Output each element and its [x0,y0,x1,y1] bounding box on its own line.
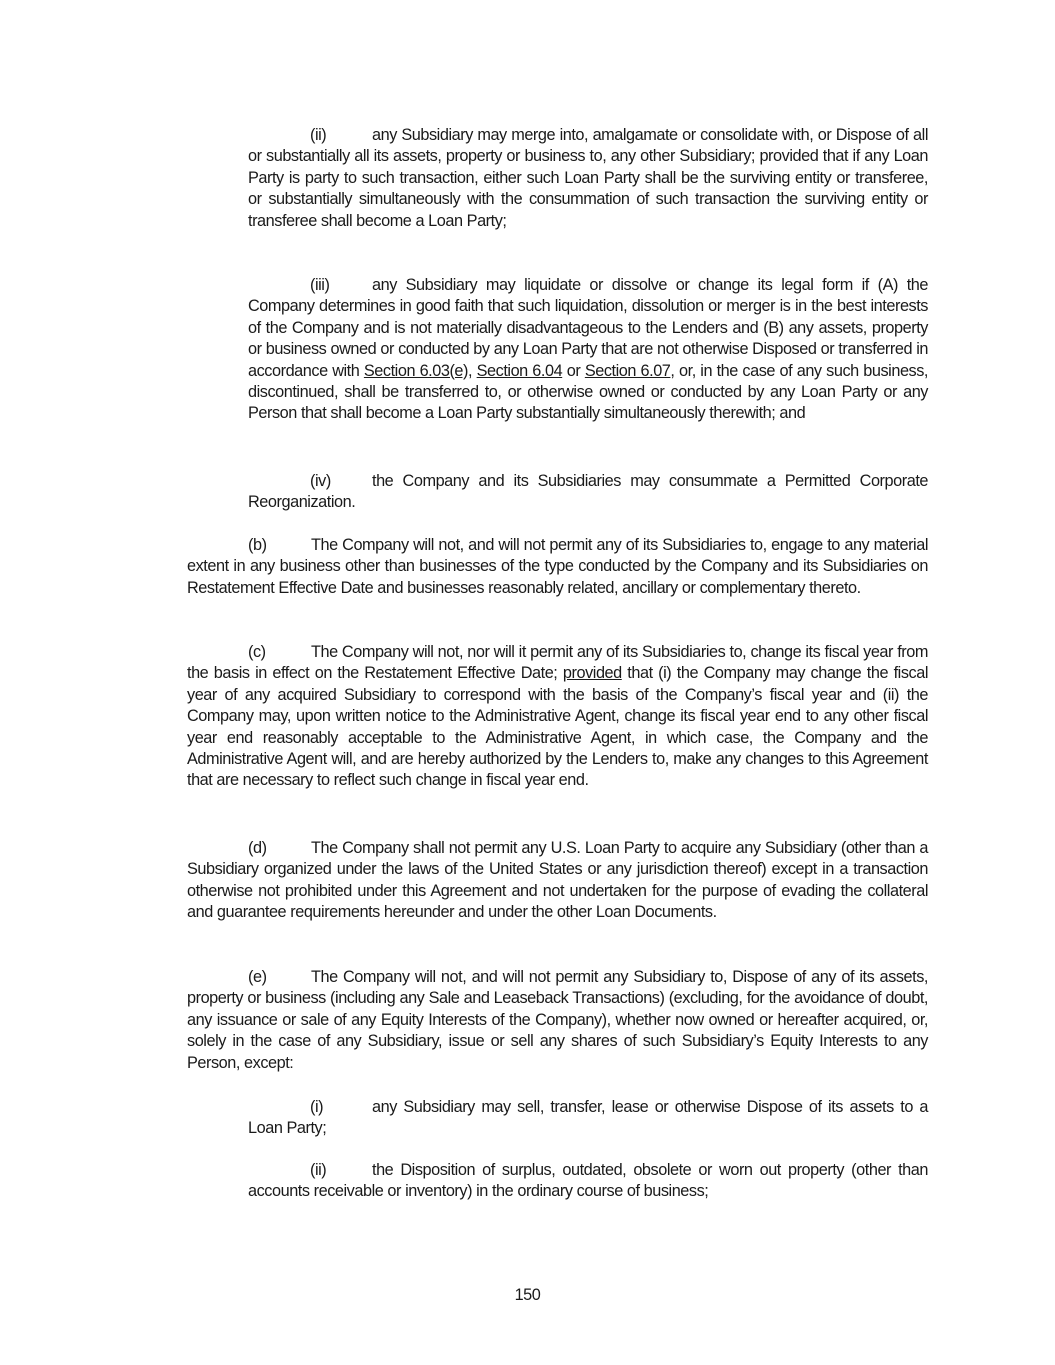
clause-label: (i) [310,1098,324,1116]
section-label: (b) [248,536,267,554]
section-label: (c) [248,643,266,661]
section-reference-6-04: Section 6.04 [476,361,563,380]
clause-ii-surplus [248,1160,928,1203]
section-text-continued: that (i) the Company may change the fiscal year of any acquired Subsidiary to correspond with the basis of the Company’s fiscal year and (ii) the Company may, upon written notice to the Administrative Agent, change its fiscal year end to any other fiscal year end reasonably acceptable to the Administrative Agent, in which case, the Company and the Administrative Agent will, and are hereby authorized by the Lenders to, make any changes to this Agreement that are necessary to reflect such change in fiscal year end. [187,664,928,790]
section-label: (d) [248,839,267,857]
provided-term: provided [562,664,622,683]
section-c-fiscal-year [187,642,928,792]
clause-label: (iv) [310,472,331,490]
page-number: 150 [514,1286,541,1304]
section-text: The Company will not, and will not permit any Subsidiary to, Dispose of any of its assets, property or business (including any Sale and Leaseback Transactions) (excluding, for the avoidance of doubt, any issuance or sale of any Equity Interests of the Company), whether now owned or hereafter acquired, or, solely in the case of any Subsidiary, issue or sell any shares of such Subsidiary’s Equity Interests to any Person, except: [187,968,928,1072]
section-text: The Company will not, nor will it permit any of its Subsidiaries to, change its fiscal year from the basis in effect on the Restatement Effective Date; [187,643,928,683]
clause-text: the Company and its Subsidiaries may consummate a Permitted Corporate Reorganization. [248,472,928,512]
section-e-dispositions [187,967,928,1074]
clause-text: the Disposition of surplus, outdated, obsolete or worn out property (other than accounts receivable or inventory) in the ordinary course of business; [248,1161,928,1201]
clause-text-continued: , or, in the case of any such business, discontinued, shall be transferred to, or otherwise owned or conducted by any Loan Party or any Person that shall become a Loan Party substantially simultaneously therewith; and [248,361,928,423]
clause-iii-liquidation [248,275,928,425]
clause-ii-merger [248,125,928,232]
clause-text: any Subsidiary may sell, transfer, lease or otherwise Dispose of its assets to a Loan Party; [248,1098,928,1138]
separator: , [468,361,477,380]
clause-label: (iii) [310,276,330,294]
clause-text: any Subsidiary may liquidate or dissolve or change its legal form if (A) the Company determines in good faith that such liquidation, dissolution or merger is in the best interests of the Company and is not materially disadvantageous to the Lenders and (B) any assets, property or business owned or conducted by any Loan Party that are not otherwise Disposed or transferred in accordance with [248,276,928,380]
section-reference-6-03e: Section 6.03(e) [363,361,469,380]
clause-iv-reorganization [248,471,928,514]
clause-text: any Subsidiary may merge into, amalgamate or consolidate with, or Dispose of all or substantially all its assets, property or business to, any other Subsidiary; provided that if any Loan Party is party to such transaction, either such Loan Party shall be the surviving entity or transferee, or substantially simultaneously with the consummation of such transaction the surviving entity or transferee shall become a Loan Party; [248,126,928,230]
section-text: The Company will not, and will not permit any of its Subsidiaries to, engage to any material extent in any business other than businesses of the type conducted by the Company and its Subsidiaries on Restatement Effective Date and businesses reasonably related, ancillary or complementary thereto. [187,536,928,597]
section-reference-6-07: Section 6.07 [584,361,671,380]
section-label: (e) [248,968,267,986]
separator: or [562,361,585,380]
clause-label: (ii) [310,126,327,144]
section-b-business [187,535,928,599]
clause-label: (ii) [310,1161,327,1179]
section-d-acquisition [187,838,928,924]
clause-i-transfer [248,1097,928,1140]
section-text: The Company shall not permit any U.S. Loan Party to acquire any Subsidiary (other than a Subsidiary organized under the laws of the United States or any jurisdiction thereof) except in a transaction otherwise not prohibited under this Agreement and not undertaken for the purpose of evading the collateral and guarantee requirements hereunder and under the other Loan Documents. [187,839,928,922]
